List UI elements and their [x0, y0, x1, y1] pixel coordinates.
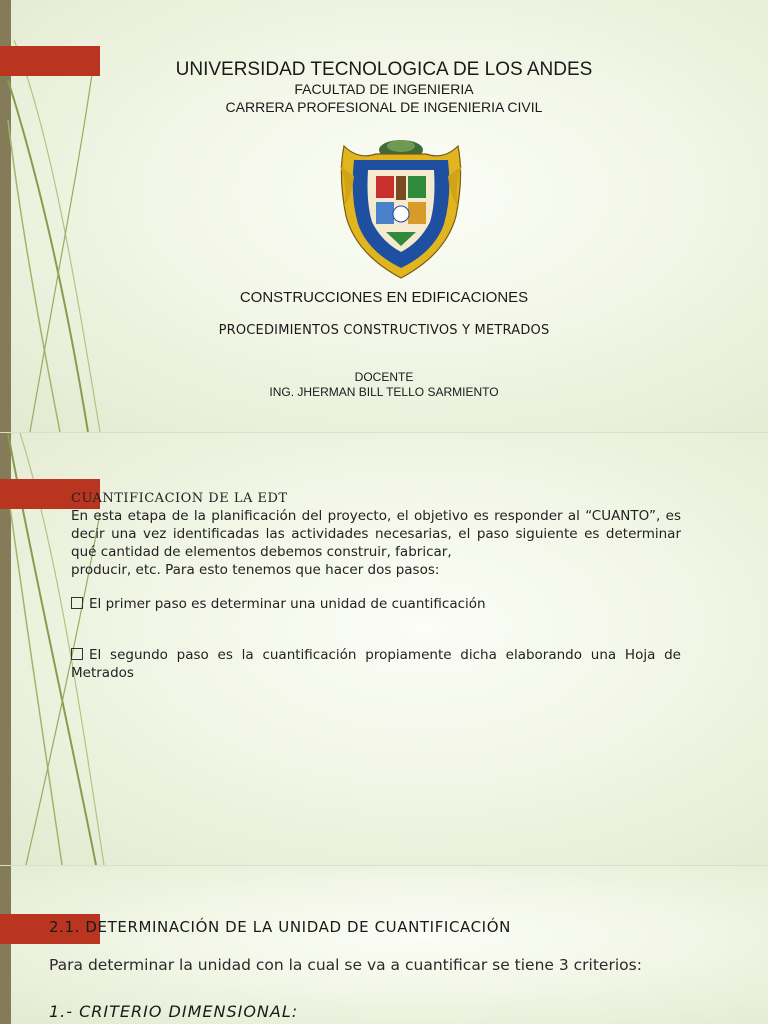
teacher-label: DOCENTE [354, 370, 414, 384]
bullet-item-2-text: El segundo paso es la cuantificación propiamente dicha elaborando una Hoja de Metrados [71, 647, 681, 681]
criteria-paragraph: Para determinar la unidad con la cual se va a cuantificar se tiene 3 criterios: [49, 956, 642, 974]
teacher-name: ING. JHERMAN BILL TELLO SARMIENTO [269, 385, 499, 399]
bullet-item-1 [71, 595, 681, 613]
slide-left-bar [0, 866, 11, 1024]
intro-paragraph [71, 507, 681, 579]
intro-paragraph-body: En esta etapa de la planificación del proyecto, el objetivo es responder al “CUANTO”, es decir una vez identificadas las actividades necesarias, el paso siguiente es determinar qué cantidad de elementos debemos construir, fabricar, [71, 508, 681, 560]
section-heading: CUANTIFICACION DE LA EDT [71, 491, 288, 506]
university-title: UNIVERSIDAD TECNOLOGICA DE LOS ANDES [175, 59, 593, 80]
slide-unidad-cuantificacion [0, 866, 768, 1024]
checkbox-bullet-icon [71, 597, 83, 609]
bullet-item-2 [71, 646, 681, 682]
intro-paragraph-last-line: producir, etc. Para esto tenemos que hacer dos pasos: [71, 562, 440, 578]
slide-cuantificacion [0, 433, 768, 865]
bullet-item-1-text: El primer paso es determinar una unidad de cuantificación [89, 596, 486, 612]
checkbox-bullet-icon [71, 648, 83, 660]
topic-title: PROCEDIMIENTOS CONSTRUCTIVOS Y METRADOS [218, 323, 550, 338]
course-title: CONSTRUCCIONES EN EDIFICACIONES [239, 289, 529, 306]
career-title: CARRERA PROFESIONAL DE INGENIERIA CIVIL [225, 99, 543, 115]
university-crest-logo [338, 136, 464, 282]
slide-title [0, 0, 768, 432]
criterion-title: 1.- CRITERIO DIMENSIONAL: [49, 1002, 299, 1021]
section-heading: 2.1. DETERMINACIÓN DE LA UNIDAD DE CUANTIFICACIÓN [49, 918, 511, 936]
faculty-title: FACULTAD DE INGENIERIA [294, 81, 474, 97]
